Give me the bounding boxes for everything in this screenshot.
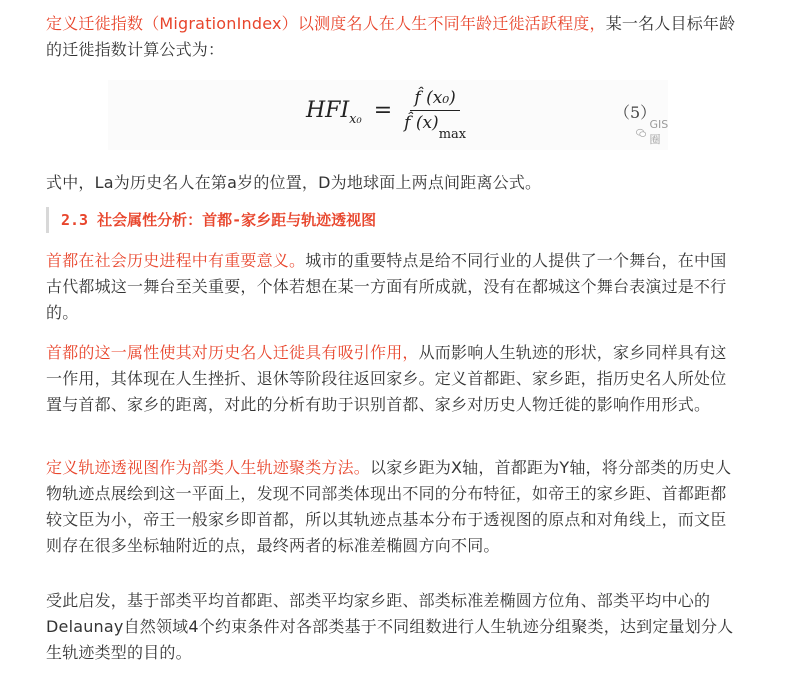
formula-numerator: f̂ (x₀)	[410, 88, 459, 111]
formula-equals: =	[373, 98, 393, 123]
body-text: 某一名人目标年龄的迁徙指数计算公式为：	[46, 14, 736, 59]
body-text: 从而影响人生轨迹的形状，家乡同样具有这一作用，其体现在人生挫折、退休等阶段往返回家乡。定义首都距、家乡距，指历史名人所处位置与首都、家乡的距离，对此的分析有助于识别首都、家乡对历史人物迁徙的影响作用形式。	[46, 343, 727, 414]
highlight-text: 首都的这一属性使其对历史名人迁徙具有吸引作用，	[46, 343, 419, 362]
body-text: 以家乡距为X轴，首都距为Y轴，将分部类的历史人物轨迹点展绘到这一平面上，发现不同部类体现出不同的分布特征，如帝王的家乡距、首都距都较文臣为小，帝王一般家乡即首都，所以其轨迹点基本分布于透视图的原点和对角线上，而文臣则存在很多坐标轴附近的点，最终两者的标准差椭圆方向不同。	[46, 458, 732, 555]
formula-denominator-text: f̂ (x)	[404, 113, 439, 133]
watermark-text: GIS圈	[649, 118, 669, 146]
watermark	[636, 118, 672, 147]
paragraph-clustering: 受此启发，基于部类平均首都距、部类平均家乡距、部类标准差椭圆方位角、部类平均中心的Delaunay自然领域4个约束条件对各部类基于不同组数进行人生轨迹分组聚类，达到定量划分人生轨迹类型的目的。	[46, 591, 734, 662]
formula-lhs: HFI	[306, 98, 350, 123]
section-heading: 2.3 社会属性分析：首都-家乡距与轨迹透视图	[46, 207, 376, 233]
formula-lhs-sub: x₀	[349, 112, 362, 127]
highlight-text: 首都在社会历史进程中有重要意义。	[46, 251, 306, 270]
formula-image	[108, 80, 668, 150]
wechat-icon	[636, 127, 646, 139]
paragraph-migration-index	[46, 11, 736, 63]
body-text: 城市的重要特点是给不同行业的人提供了一个舞台，在中国古代都城这一舞台至关重要，个体若想在某一方面有所成就，没有在都城这个舞台表演过是不行的。	[46, 251, 727, 322]
formula	[306, 88, 467, 142]
highlight-text: 定义轨迹透视图作为部类人生轨迹聚类方法。	[46, 458, 371, 477]
paragraph-capital-attraction	[46, 340, 736, 418]
equation-number: （5）	[614, 103, 657, 122]
formula-denominator	[404, 111, 467, 142]
formula-max-sub: max	[438, 127, 467, 142]
highlight-text: 定义迁徙指数（MigrationIndex）以测度名人在人生不同年龄迁徙活跃程度，	[46, 14, 606, 33]
formula-fraction	[404, 88, 467, 142]
paragraph-trajectory-perspective	[46, 455, 736, 559]
paragraph-capital-significance	[46, 248, 736, 326]
paragraph-formula-note: 式中，La为历史名人在第a岁的位置，D为地球面上两点间距离公式。	[46, 173, 542, 192]
